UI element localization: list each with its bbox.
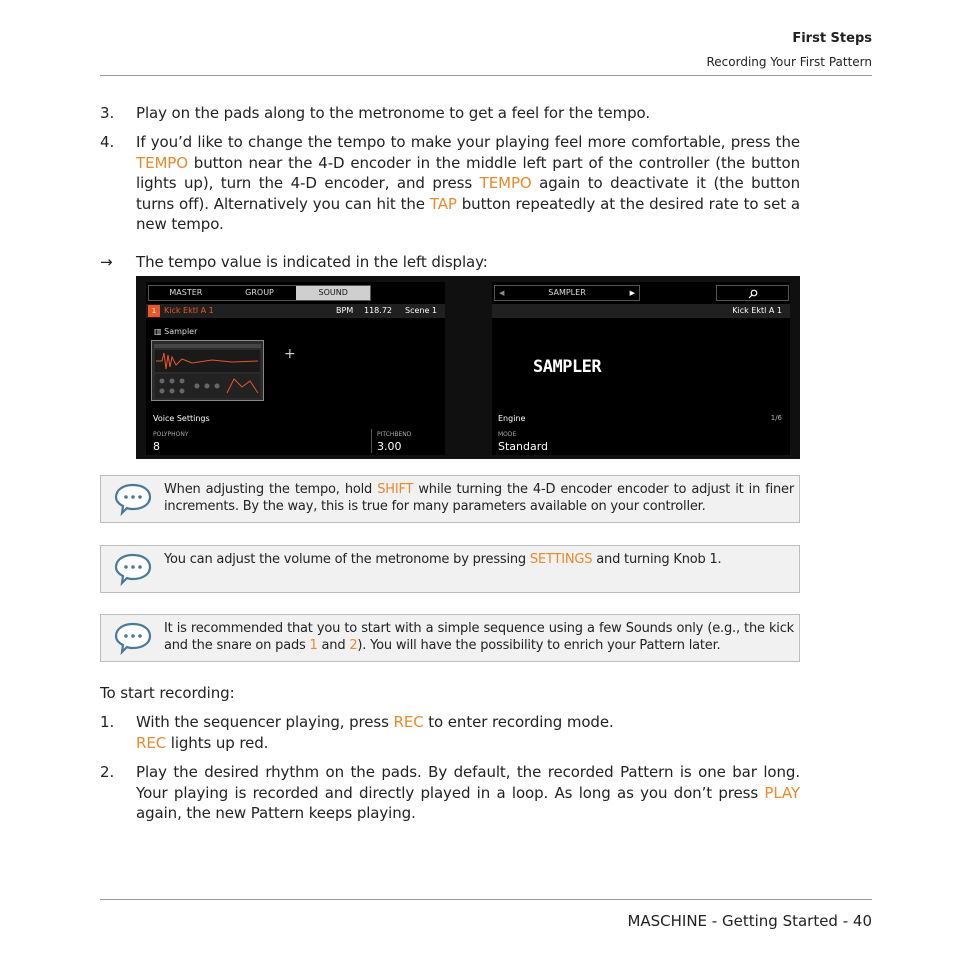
- page-footer: MASCHINE - Getting Started - 40: [627, 912, 872, 930]
- header-rule: [100, 75, 872, 76]
- step-number: 3.: [100, 104, 115, 122]
- sound-info-row: [492, 304, 790, 318]
- scene-label: Scene 1: [405, 306, 438, 315]
- pad-number: 1: [148, 305, 160, 317]
- plugin-thumbnail: [151, 340, 264, 401]
- header-section-title: Recording Your First Pattern: [706, 55, 872, 69]
- arrow-left-icon[interactable]: ◀: [499, 289, 505, 297]
- step-3: [100, 103, 800, 124]
- result-line: [100, 252, 800, 273]
- tab-sound[interactable]: SOUND: [296, 286, 370, 300]
- pad-keyword: 2: [349, 638, 358, 653]
- step-number: 1.: [100, 713, 115, 731]
- left-display: [146, 282, 445, 455]
- tempo-keyword: TEMPO: [479, 174, 532, 192]
- sound-name: Kick Ektl A 1: [164, 306, 214, 315]
- tab-master[interactable]: MASTER: [169, 288, 203, 297]
- controller-display: [136, 276, 800, 459]
- keyboard-icon: ▥: [154, 327, 162, 336]
- polyphony-value: 8: [153, 440, 160, 453]
- divider: [371, 429, 372, 453]
- speech-bubble-icon: [114, 552, 152, 586]
- step-number: 4.: [100, 133, 115, 151]
- search-icon: [748, 289, 758, 299]
- rec-keyword: REC: [136, 733, 167, 752]
- tip-box: [100, 545, 800, 593]
- tempo-keyword: TEMPO: [136, 153, 188, 172]
- tip-box: [100, 614, 800, 662]
- rec-keyword: REC: [393, 713, 424, 731]
- tip-text: When adjusting the tempo, hold SHIFT while turning the 4-D encoder encoder to adjust it in finer increments. By the way, this is true for many parameters available on your controller.: [164, 482, 794, 514]
- tab-group[interactable]: GROUP: [245, 288, 274, 297]
- bpm-value: 118.72: [364, 306, 392, 315]
- voice-settings-label: Voice Settings: [153, 414, 210, 423]
- pitchbend-label: PITCHBEND: [377, 431, 412, 438]
- speech-bubble-icon: [114, 621, 152, 655]
- polyphony-label: POLYPHONY: [153, 431, 189, 438]
- settings-keyword: SETTINGS: [529, 552, 593, 567]
- tip-text: You can adjust the volume of the metronome by pressing SETTINGS and turning Knob 1.: [164, 552, 722, 567]
- arrow-right-icon[interactable]: ▶: [629, 289, 635, 297]
- mode-label: MODE: [498, 431, 517, 438]
- sampler-logo: SAMPLER: [533, 357, 602, 377]
- tip-box: [100, 475, 800, 523]
- play-keyword: PLAY: [764, 783, 800, 802]
- engine-label: Engine: [498, 414, 526, 423]
- crosshair-icon: +: [284, 346, 296, 362]
- tip-text: It is recommended that you to start with a simple sequence using a few Sounds only (e.g., the kick and the snare on pads 1 and 2). You will have the possibility to enrich your Pattern later.: [164, 621, 794, 653]
- speech-bubble-icon: [114, 482, 152, 516]
- pitchbend-value: 3.00: [377, 440, 402, 453]
- plugin-slot[interactable]: ◀ SAMPLER ▶: [494, 285, 640, 301]
- shift-keyword: SHIFT: [377, 482, 414, 497]
- step-text: Play on the pads along to the metronome to get a feel for the tempo.: [136, 104, 651, 122]
- plugin-name: ▥ Sampler: [154, 327, 198, 336]
- record-step-2: [100, 762, 800, 824]
- step-text: If you’d like to change the tempo to make your playing feel more comfortable, press the TEMPO button near the 4-D encoder in the middle left part of the controller (the button lights up), turn the 4-D encoder, and press TEMPO again to deactivate it (the button turns off). Alternatively you can hit the TAP button repeatedly at the desired rate to set a new tempo.: [136, 133, 800, 233]
- search-button[interactable]: [716, 285, 789, 301]
- pad-keyword: 1: [309, 638, 318, 653]
- tap-keyword: TAP: [429, 194, 457, 213]
- step-text: With the sequencer playing, press REC to enter recording mode. REC lights up red.: [136, 713, 614, 752]
- step-number: 2.: [100, 763, 115, 781]
- sound-info-row: [146, 304, 445, 318]
- sound-name: Kick Ektl A 1: [732, 306, 782, 315]
- right-display: [492, 282, 790, 455]
- recording-intro: To start recording:: [100, 684, 235, 702]
- mode-value: Standard: [498, 440, 549, 453]
- bpm-label: BPM: [336, 306, 354, 315]
- record-step-1: [100, 712, 800, 753]
- arrow-icon: →: [100, 253, 113, 271]
- footer-rule: [100, 899, 872, 900]
- header-chapter-title: First Steps: [792, 31, 872, 46]
- step-4: [100, 132, 800, 235]
- tab-bar: [148, 285, 371, 301]
- result-text: The tempo value is indicated in the left display:: [136, 253, 488, 271]
- step-text: Play the desired rhythm on the pads. By default, the recorded Pattern is one bar long. Your playing is recorded and directly played in a loop. As long as you don’t press PLAY again, the new Pattern keeps playing.: [136, 763, 800, 822]
- page-counter: 1/6: [770, 414, 782, 422]
